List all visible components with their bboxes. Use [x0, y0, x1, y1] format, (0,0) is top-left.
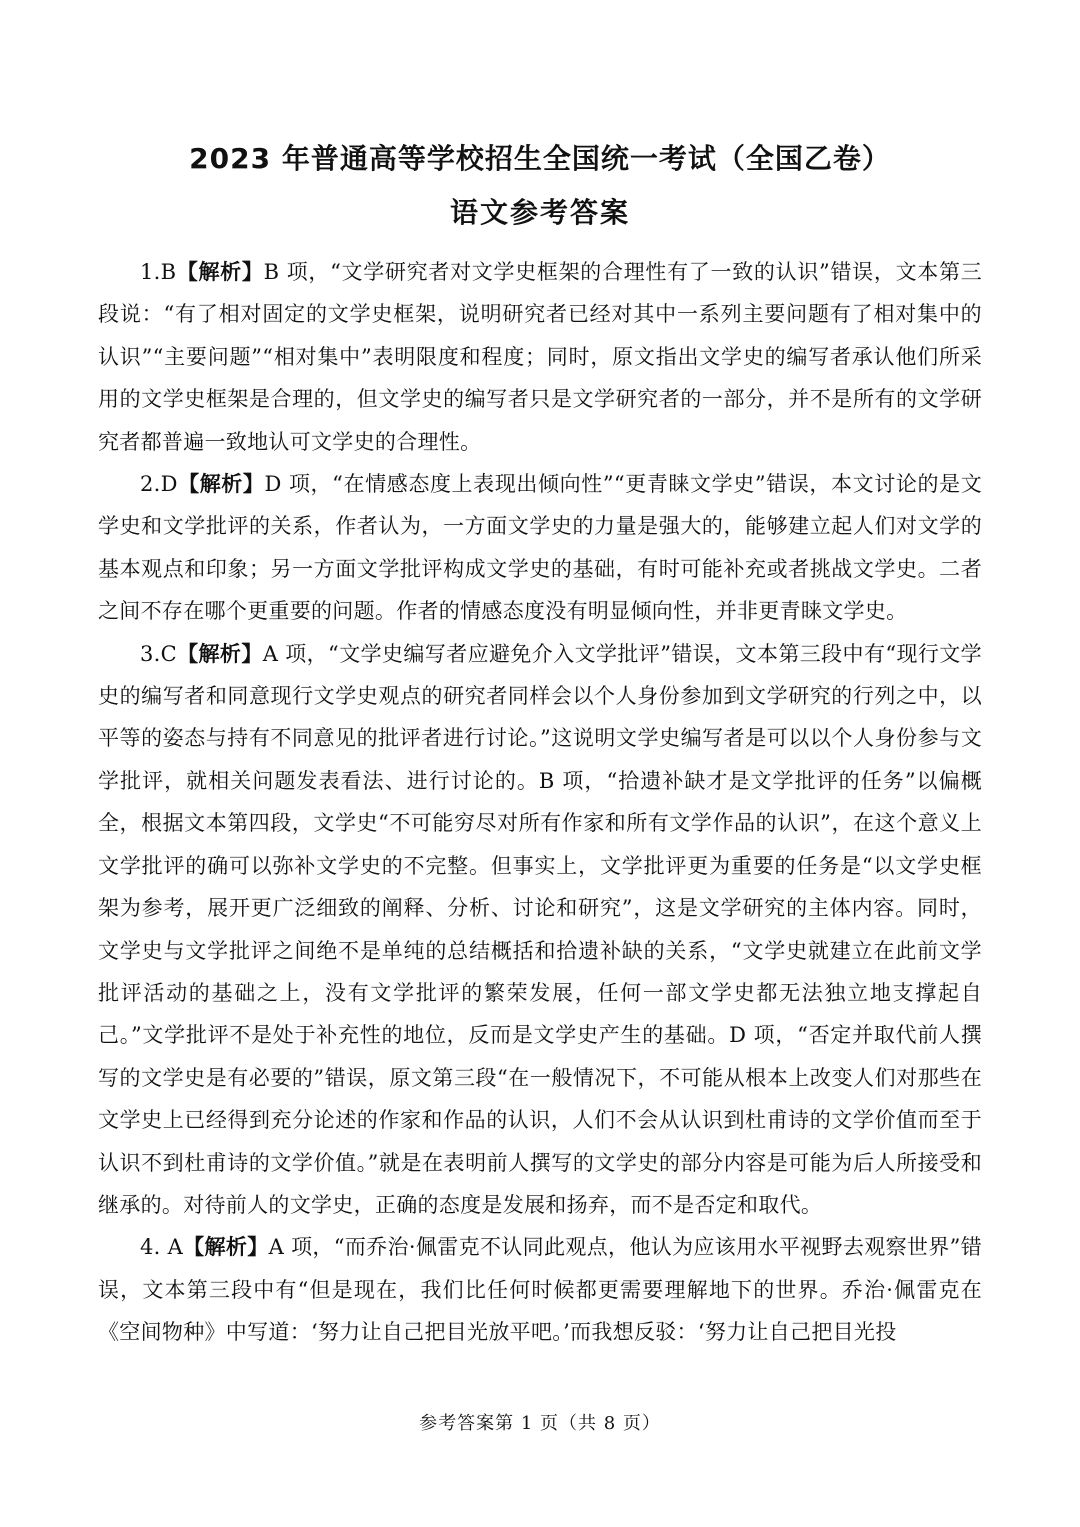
answer-paragraph	[98, 251, 982, 463]
analysis-tag: 【解析】	[177, 471, 265, 497]
answer-body	[98, 251, 982, 1354]
answer-number: 2.D	[140, 472, 178, 497]
answer-number: 3.C	[140, 641, 178, 666]
analysis-tag: 【解析】	[177, 640, 263, 666]
answer-paragraph	[98, 463, 982, 633]
page-footer: 参考答案第 1 页（共 8 页）	[419, 1413, 661, 1434]
analysis-tag: 【解析】	[176, 259, 264, 284]
answer-paragraph	[98, 633, 982, 1227]
analysis-tag: 【解析】	[183, 1234, 269, 1260]
document-subtitle: 语文参考答案	[449, 196, 630, 229]
document-title: 2023 年普通高等学校招生全国统一考试（全国乙卷）	[189, 142, 891, 175]
answer-paragraph	[98, 1226, 982, 1353]
answer-text: D 项，“在情感态度上表现出倾向性”“更青睐文学史”错误，本文讨论的是文学史和文学批评的关系，作者认为，一方面文学史的力量是强大的，能够建立起人们对文学的基本观点和印象；另一方面文学批评构成文学史的基础，有时可能补充或者挑战文学史。二者之间不存在哪个更重要的问题。作者的情感态度没有明显倾向性，并非更青睐文学史。	[98, 472, 982, 624]
answer-text: B 项，“文学研究者对文学史框架的合理性有了一致的认识”错误，文本第三段说：“有了相对固定的文学史框架，说明研究者已经对其中一系列主要问题有了相对集中的认识”“主要问题”“相对集中”表明限度和程度；同时，原文指出文学史的编写者承认他们所采用的文学史框架是合理的，但文学史的编写者只是文学研究者的一部分，并不是所有的文学研究者都普遍一致地认可文学史的合理性。	[98, 260, 982, 454]
answer-number: 1.B	[140, 260, 177, 284]
answer-number: 4. A	[140, 1235, 184, 1260]
answer-text: A 项，“而乔治·佩雷克不认同此观点，他认为应该用水平视野去观察世界”错误，文本第三段中有“但是现在，我们比任何时候都更需要理解地下的世界。乔治·佩雷克在《空间物种》中写道：‘努力让自己把目光放平吧。’而我想反驳：‘努力让自己把目光投	[98, 1235, 982, 1345]
answer-text: A 项，“文学史编写者应避免介入文学批评”错误，文本第三段中有“现行文学史的编写者和同意现行文学史观点的研究者同样会以个人身份参加到文学研究的行列之中，以平等的姿态与持有不同意见的批评者进行讨论。”这说明文学史编写者是可以以个人身份参与文学批评，就相关问题发表看法、进行讨论的。B 项，“拾遗补缺才是文学批评的任务”以偏概全，根据文本第四段，文学史“不可能穷尽对所有作家和所有文学作品的认识”，在这个意义上文学批评的确可以弥补文学史的不完整。但事实上，文学批评更为重要的任务是“以文学史框架为参考，展开更广泛细致的阐释、分析、讨论和研究”，这是文学研究的主体内容。同时，文学史与文学批评之间绝不是单纯的总结概括和拾遗补缺的关系，“文学史就建立在此前文学批评活动的基础之上，没有文学批评的繁荣发展，任何一部文学史都无法独立地支撑起自己。”文学批评不是处于补充性的地位，反而是文学史产生的基础。D 项，“否定并取代前人撰写的文学史是有必要的”错误，原文第三段“在一般情况下，不可能从根本上改变人们对那些在文学史上已经得到充分论述的作家和作品的认识，人们不会从认识到杜甫诗的文学价值而至于认识不到杜甫诗的文学价值。”就是在表明前人撰写的文学史的部分内容是可能为后人所接受和继承的。对待前人的文学史，正确的态度是发展和扬弃，而不是否定和取代。	[98, 641, 982, 1217]
